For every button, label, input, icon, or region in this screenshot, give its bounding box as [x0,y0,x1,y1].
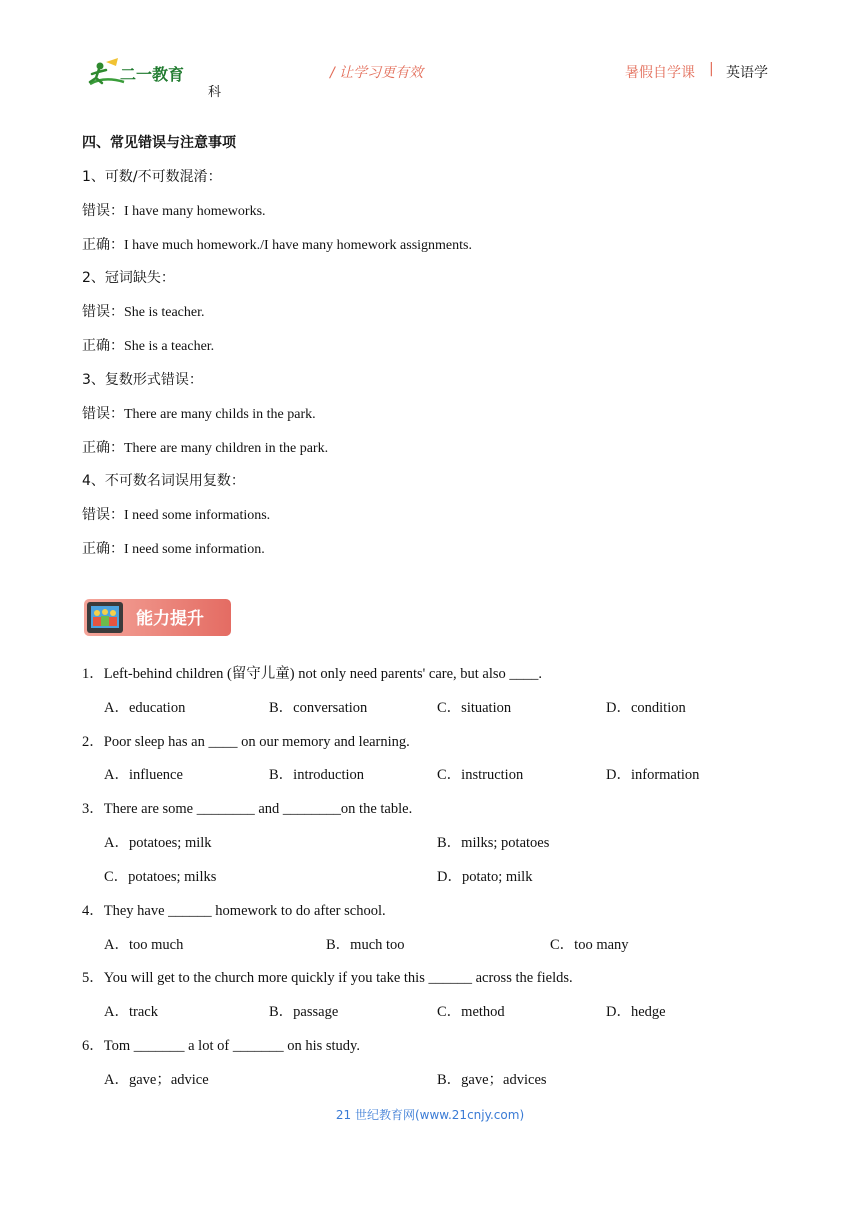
error-item-right: 正确：I have much homework./I have many homework assignments. [82,238,472,253]
badge-label: 能力提升 [136,609,204,629]
error-item-right: 正确：She is a teacher. [82,339,215,354]
header-separator: | [709,61,714,77]
header-course: 暑假自学课 [625,65,695,81]
logo [84,56,194,92]
question-option[interactable]: B．passage [269,1004,339,1020]
header-slogan: / 让学习更有效 [330,65,424,81]
question-stem: 6．Tom _______ a lot of _______ on his study. [82,1038,360,1054]
question-option[interactable]: B．conversation [269,700,368,716]
question-option[interactable]: A．education [104,700,186,716]
question-option[interactable]: B．milks; potatoes [437,835,550,851]
question-option[interactable]: C．too many [550,937,629,953]
error-item-heading: 1、可数/不可数混淆： [82,169,222,185]
question-option[interactable]: C．potatoes; milks [104,869,217,885]
error-item-heading: 4、不可数名词误用复数： [82,473,245,489]
question-stem: 2．Poor sleep has an ____ on our memory and learning. [82,734,410,750]
question-stem: 3．There are some ________ and ________on the table. [82,801,413,817]
header-subject-continued: 科 [208,85,222,100]
question-option[interactable]: B．much too [326,937,405,953]
question-option[interactable]: D．information [606,767,700,783]
logo-icon [84,56,194,92]
error-item-wrong: 错误：There are many childs in the park. [82,407,316,422]
question-stem: 5．You will get to the church more quickly if you take this ______ across the fields. [82,970,573,986]
question-option[interactable]: A．gave；advice [104,1072,209,1088]
question-option[interactable]: B．introduction [269,767,365,783]
error-item-wrong: 错误：I need some informations. [82,508,271,523]
question-option[interactable]: B．gave；advices [437,1072,547,1088]
question-stem: 4．They have ______ homework to do after school. [82,903,386,919]
section-title: 四、常见错误与注意事项 [82,135,236,151]
ability-badge [84,599,231,636]
header-subject: 英语学 [726,65,768,81]
question-option[interactable]: D．hedge [606,1004,666,1020]
error-item-right: 正确：I need some information. [82,542,265,557]
question-option[interactable]: D．potato; milk [437,869,533,885]
question-option[interactable]: C．instruction [437,767,524,783]
question-option[interactable]: A．influence [104,767,183,783]
question-option[interactable]: A．track [104,1004,158,1020]
error-item-heading: 3、复数形式错误： [82,372,203,388]
question-option[interactable]: A．too much [104,937,184,953]
question-option[interactable]: D．condition [606,700,686,716]
question-stem: 1．Left-behind children (留守儿童) not only need parents' care, but also ____. [82,666,543,682]
question-option[interactable]: A．potatoes; milk [104,835,212,851]
svg-text:二一教育: 二一教育 [120,65,185,84]
error-item-wrong: 错误：She is teacher. [82,305,205,320]
error-item-heading: 2、冠词缺失： [82,270,175,286]
footer-source[interactable]: 21 世纪教育网(www.21cnjy.com) [335,1108,525,1122]
error-item-wrong: 错误：I have many homeworks. [82,204,266,219]
question-option[interactable]: C．method [437,1004,505,1020]
question-option[interactable]: C．situation [437,700,512,716]
error-item-right: 正确：There are many children in the park. [82,441,329,456]
